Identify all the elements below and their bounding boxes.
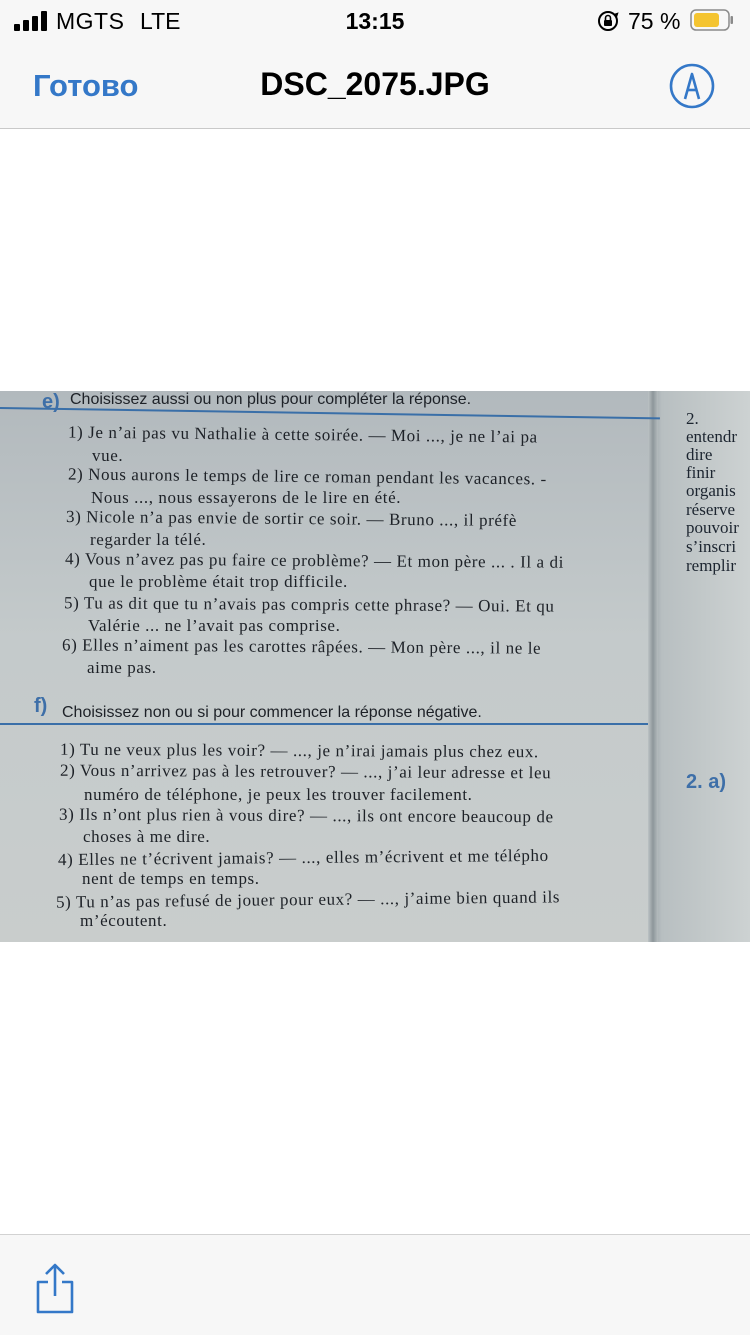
right-page-word: réserve xyxy=(686,500,736,519)
section-e-instruction: Choisissez aussi ou non plus pour compléter la réponse. xyxy=(70,391,472,408)
network-type: LTE xyxy=(140,8,181,34)
rotation-lock-icon xyxy=(597,10,619,32)
page-gutter xyxy=(648,391,658,942)
exercise-line: 5) Tu n’as pas refusé de jouer pour eux? — ..., j’aime bien quand ils xyxy=(55,887,561,912)
exercise-line: numéro de téléphone, je peux les trouver facilement. xyxy=(84,785,473,804)
exercise-line: vue. xyxy=(92,446,124,465)
exercise-line: 6) Elles n’aiment pas les carottes râpées. — Mon père ..., il ne le xyxy=(61,635,542,658)
exercise-line: 4) Vous n’avez pas pu faire ce problème? — Et mon père ... . Il a di xyxy=(64,549,565,572)
exercise-line: aime pas. xyxy=(87,658,157,677)
exercise-line: 5) Tu as dit que tu n’avais pas compris cette phrase? — Oui. Et qu xyxy=(63,593,555,616)
exercise-line: 2) Nous aurons le temps de lire ce roman pendant les vacances. - xyxy=(67,464,547,489)
exercise-line: Valérie ... ne l’avait pas comprise. xyxy=(88,616,341,635)
right-page-word: pouvoir xyxy=(686,518,739,537)
section-e-label: e) xyxy=(42,391,60,413)
exercise-line: 3) Ils n’ont plus rien à vous dire? — ..., ils ont encore beaucoup de xyxy=(58,804,554,827)
right-page-word: entendr xyxy=(686,427,737,446)
battery-icon xyxy=(690,9,734,31)
exercise-line: Nous ..., nous essayerons de le lire en été. xyxy=(91,488,402,507)
section-f-instruction: Choisissez non ou si pour commencer la réponse négative. xyxy=(62,704,482,721)
right-page-word: s’inscri xyxy=(686,537,737,556)
right-page-word: organis xyxy=(686,481,736,500)
bottom-toolbar xyxy=(0,1234,750,1335)
markup-pen-icon[interactable] xyxy=(669,63,715,109)
exercise-line: que le problème était trop difficile. xyxy=(89,572,348,591)
exercise-line: 2) Vous n’arrivez pas à les retrouver? — ..., j’ai leur adresse et leu xyxy=(59,760,552,783)
exercise-line: 4) Elles ne t’écrivent jamais? — ..., elles m’écrivent et me télépho xyxy=(57,845,549,870)
exercise-line: 1) Je n’ai pas vu Nathalie à cette soirée. — Moi ..., je ne l’ai pa xyxy=(67,422,538,447)
right-page-exercise-label: 2. a) xyxy=(686,771,727,793)
section-f-label: f) xyxy=(34,695,48,717)
right-page-word: 2. xyxy=(686,409,699,428)
done-button[interactable]: Готово xyxy=(33,68,139,103)
right-page-word: dire xyxy=(686,445,713,464)
exercise-line: choses à me dire. xyxy=(83,827,211,846)
status-bar xyxy=(0,0,750,44)
carrier-name: MGTS xyxy=(56,8,125,34)
exercise-line: regarder la télé. xyxy=(90,530,207,549)
clock: 13:15 xyxy=(345,8,405,34)
exercise-line: nent de temps en temps. xyxy=(82,869,260,888)
right-page-word: finir xyxy=(686,463,716,482)
exercise-line: 3) Nicole n’a pas envie de sortir ce soir. — Bruno ..., il préfè xyxy=(65,507,518,530)
section-f-rule xyxy=(0,723,648,725)
file-title: DSC_2075.JPG xyxy=(260,66,490,102)
exercise-line: m’écoutent. xyxy=(80,911,168,930)
battery-percentage: 75 % xyxy=(628,8,681,34)
right-page-word: remplir xyxy=(686,556,737,575)
navigation-bar xyxy=(0,44,750,129)
photo-viewer-image[interactable] xyxy=(0,391,750,942)
share-icon[interactable] xyxy=(34,1263,76,1315)
exercise-line: 1) Tu ne veux plus les voir? — ..., je n’irai jamais plus chez eux. xyxy=(59,739,539,762)
